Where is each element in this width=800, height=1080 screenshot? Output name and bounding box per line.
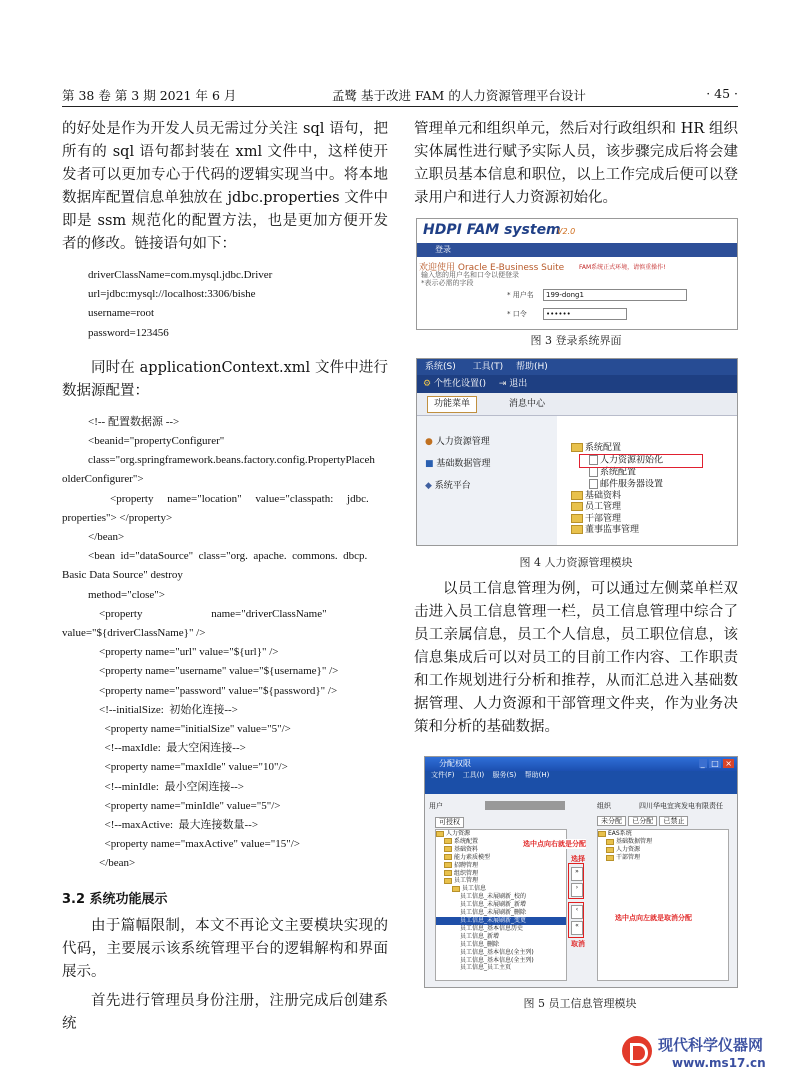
maximize-icon[interactable]: □ — [711, 759, 719, 768]
code-line: <property name="maxActive" value="15"/> — [88, 838, 300, 851]
figure-login-screen — [416, 218, 738, 330]
code-line: class="org.springframework.beans.factory.config.PropertyPlaceh — [88, 454, 375, 467]
nav-hr-management[interactable]: ● 人力资源管理 — [425, 437, 490, 447]
article-title: 孟鹭 基于改进 FAM 的人力资源管理平台设计 — [332, 88, 586, 103]
annotation-cancel: 取消 — [571, 940, 585, 948]
code-line: username=root — [88, 307, 155, 320]
code-block-jdbc — [62, 266, 388, 343]
watermark-url: www.ms17.cn — [672, 1056, 766, 1070]
window-title: 分配权限 — [425, 757, 738, 771]
paragraph: 的好处是作为开发人员无需过分关注 sql 语句，把所有的 sql 语句都封装在 xml 文件中，这样使开发者可以更加专心于代码的逻辑实现当中。将本地数据库配置信息单独放在 jdbc.properties 文件中即是 ssm 规范化的配置方法，也是更加方便开发者的修改。链接语句如下： — [62, 121, 388, 252]
left-column — [62, 118, 388, 1036]
tree-node[interactable]: 员工信息_新增 — [460, 932, 500, 940]
menu-item[interactable]: 服务(S) — [492, 771, 517, 779]
tree-node[interactable]: 员工管理 — [436, 877, 566, 885]
assign-right-button[interactable]: » — [571, 867, 583, 881]
section-heading: 3.2 系统功能展示 — [62, 891, 168, 907]
paragraph: 由于篇幅限制，本文不再论文主要模块实现的代码，主要展示该系统管理平台的逻辑解构和界面展示。 — [62, 917, 388, 980]
code-line: </bean> — [88, 531, 125, 544]
left-permission-tree — [435, 829, 567, 981]
code-line: <property name="initialSize" value="5"/> — [88, 723, 291, 736]
tree-node[interactable]: 员工信息_未展刷新_删除 — [460, 909, 527, 917]
annotation-unassign: 选中点向左就是取消分配 — [615, 914, 692, 922]
left-nav — [417, 416, 557, 545]
user-label: 用户 — [429, 802, 443, 810]
code-line: <!--maxIdle: 最大空闲连接--> — [88, 742, 246, 755]
welcome-text: 欢迎使用 Oracle E-Business Suite — [419, 263, 565, 273]
highlight-box — [568, 902, 584, 938]
password-field[interactable]: •••••• — [543, 308, 627, 320]
tab-bar — [417, 393, 737, 416]
tab-authorizable[interactable]: 可授权 — [435, 817, 464, 828]
menu-item-system[interactable]: 系统(S) — [425, 362, 456, 372]
right-column-continued — [414, 578, 738, 739]
paragraph: 管理单元和组织单元，然后对行政组织和 HR 组织实体属性进行赋予实际人员，该步骤完成后将会建立职员基本信息和职位，以上工作完成后便可以登录用户和进行人力资源初始化。 — [414, 121, 738, 206]
watermark-name: 现代科学仪器网 — [658, 1036, 764, 1054]
tab-forbidden[interactable]: 已禁止 — [659, 816, 688, 826]
required-hint: *表示必需的字段 — [421, 279, 474, 287]
page-number: · 45 · — [706, 86, 738, 101]
menu-item-tools[interactable]: 工具(T) — [472, 362, 504, 372]
tree-node[interactable]: 邮件服务器设置 — [571, 479, 663, 491]
fam-logo: HDPI FAM system — [423, 222, 561, 238]
menu-item[interactable]: 文件(F) — [431, 771, 455, 779]
menu-item-help[interactable]: 帮助(H) — [516, 362, 548, 372]
tree-node[interactable]: 系统配置 — [571, 443, 663, 455]
code-line: Basic Data Source" destroy — [62, 569, 183, 582]
highlight-box — [579, 454, 703, 468]
unassign-one-button[interactable]: ‹ — [571, 905, 583, 919]
tree-node[interactable]: 人力资源 — [598, 846, 728, 854]
tree-node[interactable]: 基础资料 — [436, 846, 566, 854]
code-line: </bean> — [88, 857, 136, 870]
version-label: V2.0 — [557, 227, 576, 236]
function-tree — [571, 443, 663, 537]
annotation-assign: 选中点向右就是分配 — [523, 840, 586, 848]
notice-text: FAM系统正式环境，请慎重操作! — [579, 264, 666, 271]
tree-node[interactable]: 员工信息_基本信息(全主列) — [460, 948, 534, 956]
tree-node[interactable]: 员工信息 — [436, 885, 566, 893]
tab-unassigned[interactable]: 未分配 — [597, 816, 626, 826]
unassign-left-button[interactable]: « — [571, 921, 583, 935]
settings-icon: ⚙ — [423, 379, 432, 389]
right-permission-tree — [597, 829, 729, 981]
menu-bar — [425, 771, 737, 782]
tree-node[interactable]: 招聘管理 — [436, 862, 566, 870]
paragraph: 同时在 applicationContext.xml 文件中进行数据源配置： — [62, 359, 388, 399]
tab-assigned[interactable]: 已分配 — [628, 816, 657, 826]
code-line: method="close"> — [88, 588, 165, 601]
tree-node[interactable]: 员工信息_员工主页 — [460, 964, 512, 972]
code-line: <property name="location" value="classpath: jdbc. — [88, 492, 369, 505]
code-line: url=jdbc:mysql://localhost:3306/bishe — [88, 288, 256, 301]
code-line: <property name="minIdle" value="5"/> — [88, 799, 281, 812]
username-label: * 用户名 — [507, 291, 534, 299]
figure-permission-window — [424, 756, 738, 988]
password-label: * 口令 — [507, 310, 527, 318]
window-controls — [699, 759, 734, 768]
code-line: olderConfigurer"> — [62, 473, 144, 486]
nav-basic-data[interactable]: ■ 基础数据管理 — [425, 459, 491, 469]
tree-node[interactable]: 基础数据管理 — [598, 838, 728, 846]
tree-node[interactable]: 干部管理 — [571, 514, 663, 526]
code-line: value="${driverClassName}" /> — [62, 627, 206, 640]
tree-node[interactable]: 员工管理 — [571, 502, 663, 514]
right-column — [414, 118, 738, 210]
code-line: password=123456 — [88, 326, 169, 339]
personal-settings[interactable]: 个性化设置() — [433, 379, 486, 389]
figure-hr-module — [416, 358, 738, 546]
tree-node[interactable]: 人力资源 — [436, 830, 566, 838]
tab-message-center[interactable]: 消息中心 — [509, 399, 546, 409]
menu-item[interactable]: 帮助(H) — [524, 771, 550, 779]
exit-icon: ⇥ — [498, 379, 507, 389]
tree-node[interactable]: 员工信息_删除 — [460, 940, 500, 948]
tree-node-hr-init[interactable]: 人力资源初始化 — [571, 455, 663, 467]
code-line: <property name="driverClassName" — [88, 607, 327, 620]
code-line: <beanid="propertyConfigurer" — [88, 435, 225, 448]
org-label: 组织 — [597, 802, 611, 810]
login-hint: 输入您的用户名和口令以便登录 — [421, 271, 519, 279]
toolbar — [417, 375, 737, 393]
tree-node[interactable]: 系统配置 — [571, 467, 663, 479]
tab-function-menu[interactable]: 功能菜单 — [427, 396, 477, 413]
annotation-select: 选择 — [571, 855, 585, 863]
tree-node[interactable]: 能力素质模型 — [436, 854, 566, 862]
menu-item[interactable]: 工具(I) — [462, 771, 485, 779]
code-line: <!--maxActive: 最大连接数量--> — [88, 819, 259, 832]
close-icon[interactable]: × — [725, 759, 732, 768]
tree-node[interactable]: 基础资料 — [571, 491, 663, 503]
journal-issue: 第 38 卷 第 3 期 2021 年 6 月 — [62, 88, 237, 103]
tree-node[interactable]: 员工信息_基本信息(全主列) — [460, 956, 534, 964]
tree-node[interactable]: 员工信息_基本信息历史 — [460, 924, 524, 932]
assign-one-button[interactable]: › — [571, 883, 583, 897]
tree-node[interactable]: 组织管理 — [436, 870, 566, 878]
exit-button[interactable]: 退出 — [509, 379, 528, 389]
figure-caption: 图 3 登录系统界面 — [530, 334, 622, 347]
tree-node[interactable]: 干部管理 — [598, 854, 728, 862]
code-line: <bean id="dataSource" class="org. apache. commons. dbcp. — [88, 550, 368, 563]
code-line: <property name="username" value="${username}" /> — [88, 665, 339, 678]
code-line: <!--minIdle: 最小空闲连接--> — [88, 780, 244, 793]
code-line: properties"> </property> — [62, 511, 173, 524]
username-field[interactable]: 199-dong1 — [543, 289, 687, 301]
tree-node[interactable]: 董事监事管理 — [571, 525, 663, 537]
tree-node[interactable]: 系统配置 — [436, 838, 566, 846]
nav-system-platform[interactable]: ◆ 系统平台 — [425, 481, 471, 491]
tree-node[interactable]: 员工信息_未展刷新_校的 — [460, 893, 527, 901]
user-field[interactable] — [485, 801, 565, 810]
toolbar — [425, 782, 737, 794]
paragraph: 首先进行管理员身份注册，注册完成后创建系统 — [62, 992, 388, 1032]
code-line: <!--initialSize: 初始化连接--> — [88, 703, 238, 716]
tree-node-selected[interactable]: 员工信息_未展刷新_变更 — [436, 917, 566, 925]
figure-caption: 图 4 人力资源管理模块 — [519, 556, 633, 569]
watermark-logo-icon — [622, 1036, 652, 1066]
code-line: <property name="password" value="${password}" /> — [88, 684, 338, 697]
paragraph: 以员工信息管理为例，可以通过左侧菜单栏双击进入员工信息管理一栏，员工信息管理中综合了员工亲属信息，员工个人信息，员工职位信息，该信息集成后可以对员工的目前工作内容、工作职责和工作规划进行分析和推荐，从而汇总进入基础数据管理、人力资源和干部管理文件夹，作为业务决策和分析的基础数据。 — [414, 581, 738, 735]
code-line: <!-- 配置数据源 --> — [88, 415, 180, 428]
code-line: driverClassName=com.mysql.jdbc.Driver — [88, 269, 273, 281]
code-line: <property name="maxIdle" value="10"/> — [88, 761, 288, 774]
running-header — [62, 86, 738, 107]
code-block-datasource — [62, 413, 388, 874]
highlight-box — [568, 863, 584, 899]
code-line: <property name="url" value="${url}" /> — [88, 646, 279, 659]
login-bar: 登录 — [417, 243, 738, 257]
tree-node[interactable]: 员工信息_未展刷新_新增 — [460, 901, 527, 909]
org-value: 四川华电宜宾发电有限责任 — [639, 802, 723, 810]
tree-node[interactable]: EAS系统 — [598, 830, 728, 838]
minimize-icon[interactable]: _ — [700, 759, 705, 768]
figure-caption: 图 5 员工信息管理模块 — [523, 997, 637, 1010]
right-tabs — [597, 817, 688, 826]
menu-bar — [417, 359, 737, 375]
